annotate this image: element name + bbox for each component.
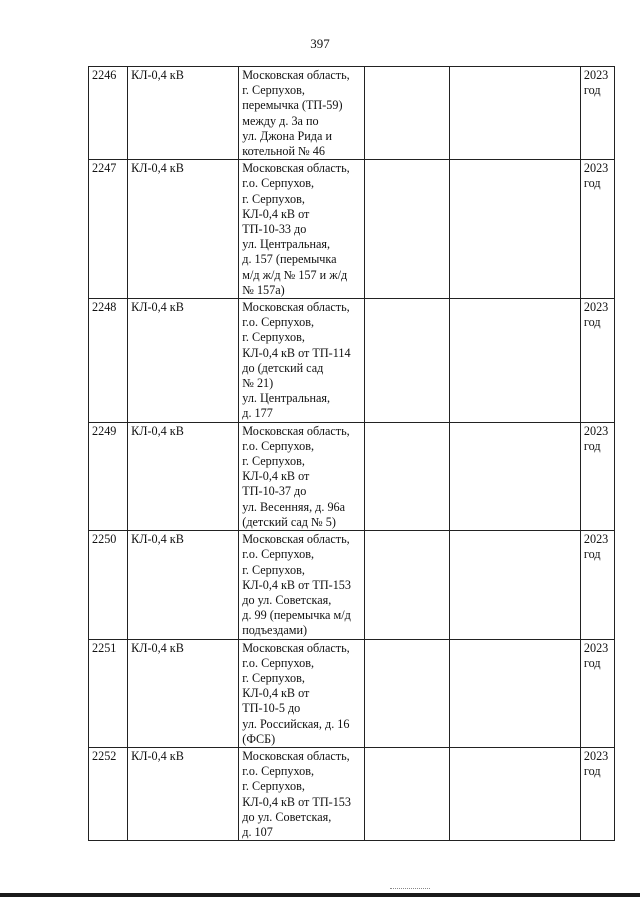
empty-cell (449, 299, 580, 423)
address-cell (239, 747, 364, 840)
empty-cell (364, 160, 449, 299)
cable-type-cell: КЛ-0,4 кВ (128, 67, 239, 160)
year-unit: год (583, 764, 601, 779)
empty-cell (364, 531, 449, 639)
address-line: КЛ-0,4 кВ от ТП-153 (242, 794, 351, 809)
empty-cell (364, 639, 449, 747)
scan-artifact (390, 888, 430, 890)
address-line: ул. Весенняя, д. 96а (242, 499, 346, 514)
address-line: между д. 3а по (242, 113, 319, 128)
cable-type-cell: КЛ-0,4 кВ (128, 747, 239, 840)
address-cell (239, 531, 364, 639)
year-cell (580, 67, 614, 160)
address-line: КЛ-0,4 кВ от (242, 686, 310, 701)
address-line: г.о. Серпухов, (242, 438, 315, 453)
cable-type-cell: КЛ-0,4 кВ (128, 299, 239, 423)
address-line: ТП-10-33 до (242, 222, 307, 237)
year-unit: год (583, 315, 601, 330)
address-line: Московская область, (242, 300, 350, 315)
address-line: до ул. Советская, (242, 809, 332, 824)
empty-cell (449, 67, 580, 160)
scan-edge-bar (0, 893, 640, 897)
year-cell (580, 639, 614, 747)
empty-cell (364, 422, 449, 530)
table-row (89, 422, 615, 530)
address-line: д. 177 (242, 406, 273, 421)
address-line: КЛ-0,4 кВ от (242, 206, 310, 221)
page-number: 397 (310, 36, 330, 51)
empty-cell (449, 639, 580, 747)
year-value: 2023 (583, 68, 609, 82)
empty-cell (449, 747, 580, 840)
address-line: г.о. Серпухов, (242, 176, 315, 191)
address-cell (239, 299, 364, 423)
address-line: ТП-10-5 до (242, 701, 301, 716)
year-cell (580, 422, 614, 530)
row-number-cell: 2246 (89, 67, 128, 160)
address-line: г. Серпухов, (242, 330, 305, 345)
address-line: м/д ж/д № 157 и ж/д (242, 267, 348, 282)
address-line: г.о. Серпухов, (242, 547, 315, 562)
address-line: Московская область, (242, 748, 350, 763)
empty-cell (364, 747, 449, 840)
address-line: Московская область, (242, 640, 350, 655)
address-line: ул. Центральная, (242, 391, 331, 406)
address-cell (239, 160, 364, 299)
address-line: КЛ-0,4 кВ от ТП-153 (242, 577, 351, 592)
row-number-cell: 2247 (89, 160, 128, 299)
year-unit: год (583, 176, 601, 191)
address-line: г. Серпухов, (242, 562, 305, 577)
address-line: Московская область, (242, 423, 350, 438)
address-line: г. Серпухов, (242, 83, 305, 98)
address-line: котельной № 46 (242, 144, 325, 159)
address-line: д. 157 (перемычка (242, 252, 337, 267)
address-line: г.о. Серпухов, (242, 764, 315, 779)
table-row (89, 531, 615, 639)
year-unit: год (583, 547, 601, 562)
table-body (89, 67, 615, 841)
year-unit: год (583, 83, 601, 98)
address-cell (239, 67, 364, 160)
address-line: до ул. Советская, (242, 592, 332, 607)
address-line: (ФСБ) (242, 731, 276, 746)
address-line: № 157а) (242, 282, 285, 297)
address-line: ул. Джона Рида и (242, 128, 332, 143)
year-value: 2023 (583, 300, 609, 315)
address-line: ул. Центральная, (242, 237, 331, 252)
table-row (89, 747, 615, 840)
address-line: КЛ-0,4 кВ от (242, 469, 310, 484)
year-value: 2023 (583, 640, 609, 655)
year-cell (580, 160, 614, 299)
year-value: 2023 (583, 423, 609, 438)
empty-cell (364, 299, 449, 423)
row-number-cell: 2249 (89, 422, 128, 530)
address-line: д. 107 (242, 824, 273, 839)
year-value: 2023 (583, 161, 609, 176)
year-unit: год (583, 438, 601, 453)
table-row (89, 67, 615, 160)
address-cell (239, 422, 364, 530)
address-line: № 21) (242, 376, 274, 391)
year-value: 2023 (583, 748, 609, 763)
address-line: подъездами) (242, 623, 308, 638)
row-number-cell: 2248 (89, 299, 128, 423)
address-line: Московская область, (242, 68, 350, 82)
address-cell (239, 639, 364, 747)
address-line: г. Серпухов, (242, 454, 305, 469)
address-line: г. Серпухов, (242, 191, 305, 206)
year-cell (580, 747, 614, 840)
address-line: КЛ-0,4 кВ от ТП-114 (242, 345, 351, 360)
table-row (89, 160, 615, 299)
address-line: г.о. Серпухов, (242, 655, 315, 670)
empty-cell (364, 67, 449, 160)
address-line: Московская область, (242, 532, 350, 547)
year-cell (580, 299, 614, 423)
empty-cell (449, 531, 580, 639)
address-line: Московская область, (242, 161, 350, 176)
address-line: перемычка (ТП-59) (242, 98, 343, 113)
cable-type-cell: КЛ-0,4 кВ (128, 422, 239, 530)
year-value: 2023 (583, 532, 609, 547)
empty-cell (449, 422, 580, 530)
year-unit: год (583, 655, 601, 670)
address-line: до (детский сад (242, 360, 324, 375)
document-table (88, 66, 615, 841)
address-line: г.о. Серпухов, (242, 315, 315, 330)
row-number-cell: 2252 (89, 747, 128, 840)
year-cell (580, 531, 614, 639)
address-line: ТП-10-37 до (242, 484, 307, 499)
table-row (89, 299, 615, 423)
cable-type-cell: КЛ-0,4 кВ (128, 639, 239, 747)
address-line: д. 99 (перемычка м/д (242, 608, 351, 623)
address-line: (детский сад № 5) (242, 514, 336, 529)
address-line: г. Серпухов, (242, 779, 305, 794)
cable-type-cell: КЛ-0,4 кВ (128, 531, 239, 639)
empty-cell (449, 160, 580, 299)
address-line: г. Серпухов, (242, 670, 305, 685)
table-row (89, 639, 615, 747)
cable-type-cell: КЛ-0,4 кВ (128, 160, 239, 299)
row-number-cell: 2250 (89, 531, 128, 639)
address-line: ул. Российская, д. 16 (242, 716, 350, 731)
row-number-cell: 2251 (89, 639, 128, 747)
